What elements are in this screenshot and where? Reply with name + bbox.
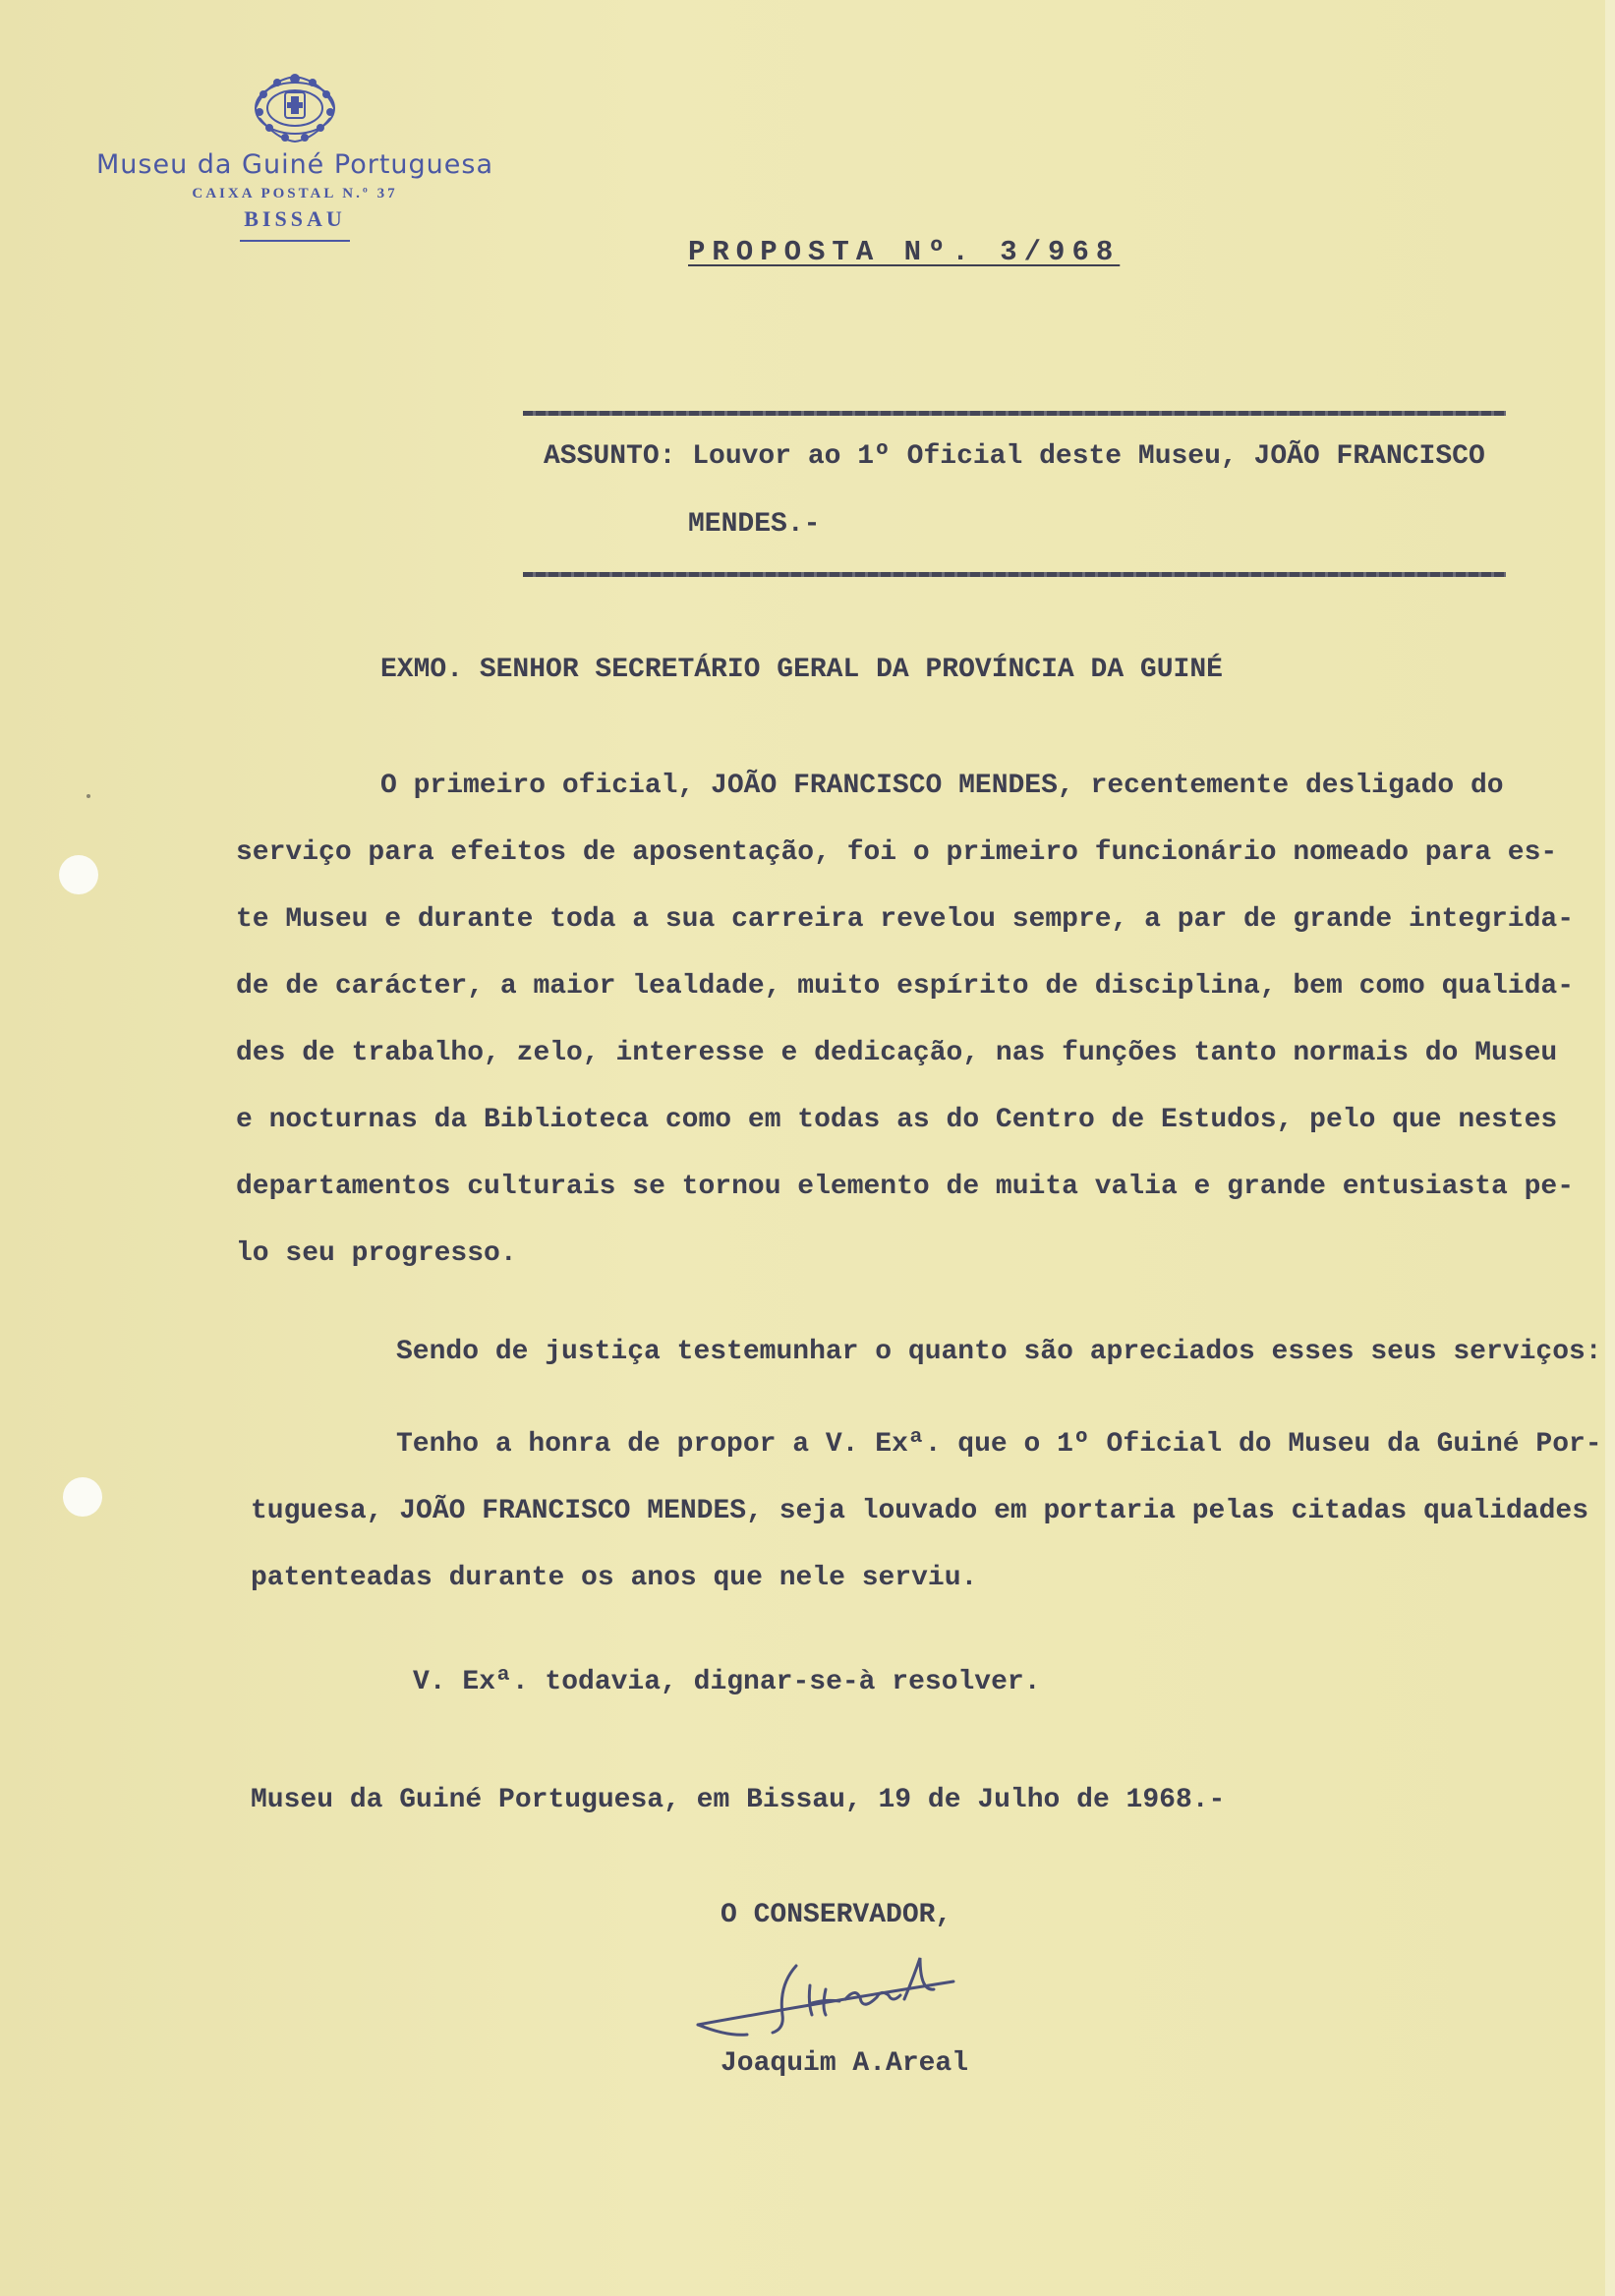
paragraph-line: O primeiro oficial, JOÃO FRANCISCO MENDES, recentemente desligado do xyxy=(380,771,1504,801)
coat-of-arms-icon xyxy=(248,69,342,145)
paragraph-line: serviço para efeitos de aposentação, foi o primeiro funcionário nomeado para es- xyxy=(236,837,1558,868)
paragraph-line: tuguesa, JOÃO FRANCISCO MENDES, seja louvado em portaria pelas citadas qualidades xyxy=(251,1496,1589,1526)
salutation: EXMO. SENHOR SECRETÁRIO GERAL DA PROVÍNCIA DA GUINÉ xyxy=(380,655,1223,685)
paper-edge xyxy=(1605,0,1615,2296)
paragraph-line: Tenho a honra de propor a V. Exª. que o 1º Oficial do Museu da Guiné Por- xyxy=(396,1429,1602,1460)
letterhead xyxy=(69,69,521,242)
signature-icon xyxy=(688,1946,983,2054)
document-title: PROPOSTA Nº. 3/968 xyxy=(688,236,1121,268)
signatory-role: O CONSERVADOR, xyxy=(721,1900,952,1930)
subject-bottom-rule xyxy=(523,572,1506,577)
subject-top-rule xyxy=(523,411,1506,416)
paragraph-2: Sendo de justiça testemunhar o quanto são apreciados esses seus serviços: xyxy=(396,1337,1602,1367)
paragraph-line: departamentos culturais se tornou elemento de muita valia e grande entusiasta pe- xyxy=(236,1172,1575,1202)
paragraph-line: lo seu progresso. xyxy=(236,1238,517,1269)
paragraph-line: e nocturnas da Biblioteca como em todas as do Centro de Estudos, pelo que nestes xyxy=(236,1105,1558,1135)
paragraph-line: des de trabalho, zelo, interesse e dedicação, nas funções tanto normais do Museu xyxy=(236,1038,1558,1068)
punch-hole-bottom xyxy=(63,1477,102,1517)
paragraph-line: patenteadas durante os anos que nele serviu. xyxy=(251,1563,978,1593)
paper-speck xyxy=(87,794,90,798)
paragraph-line: de de carácter, a maior lealdade, muito espírito de disciplina, bem como qualida- xyxy=(236,971,1575,1002)
subject-line-2: MENDES.- xyxy=(688,509,821,540)
paragraph-line: te Museu e durante toda a sua carreira revelou sempre, a par de grande integrida- xyxy=(236,904,1575,935)
letterhead-rule xyxy=(240,240,350,242)
postal-box: CAIXA POSTAL N.º 37 xyxy=(192,186,398,201)
place-and-date: Museu da Guiné Portuguesa, em Bissau, 19 de Julho de 1968.- xyxy=(251,1785,1226,1815)
closing-formula: V. Exª. todavia, dignar-se-à resolver. xyxy=(413,1667,1041,1697)
signatory-name: Joaquim A.Areal xyxy=(721,2048,969,2079)
subject-line-1: ASSUNTO: Louvor ao 1º Oficial deste Museu, JOÃO FRANCISCO xyxy=(544,441,1485,472)
city: BISSAU xyxy=(244,206,346,231)
institution-name: Museu da Guiné Portuguesa xyxy=(95,149,493,180)
punch-hole-top xyxy=(59,855,98,894)
